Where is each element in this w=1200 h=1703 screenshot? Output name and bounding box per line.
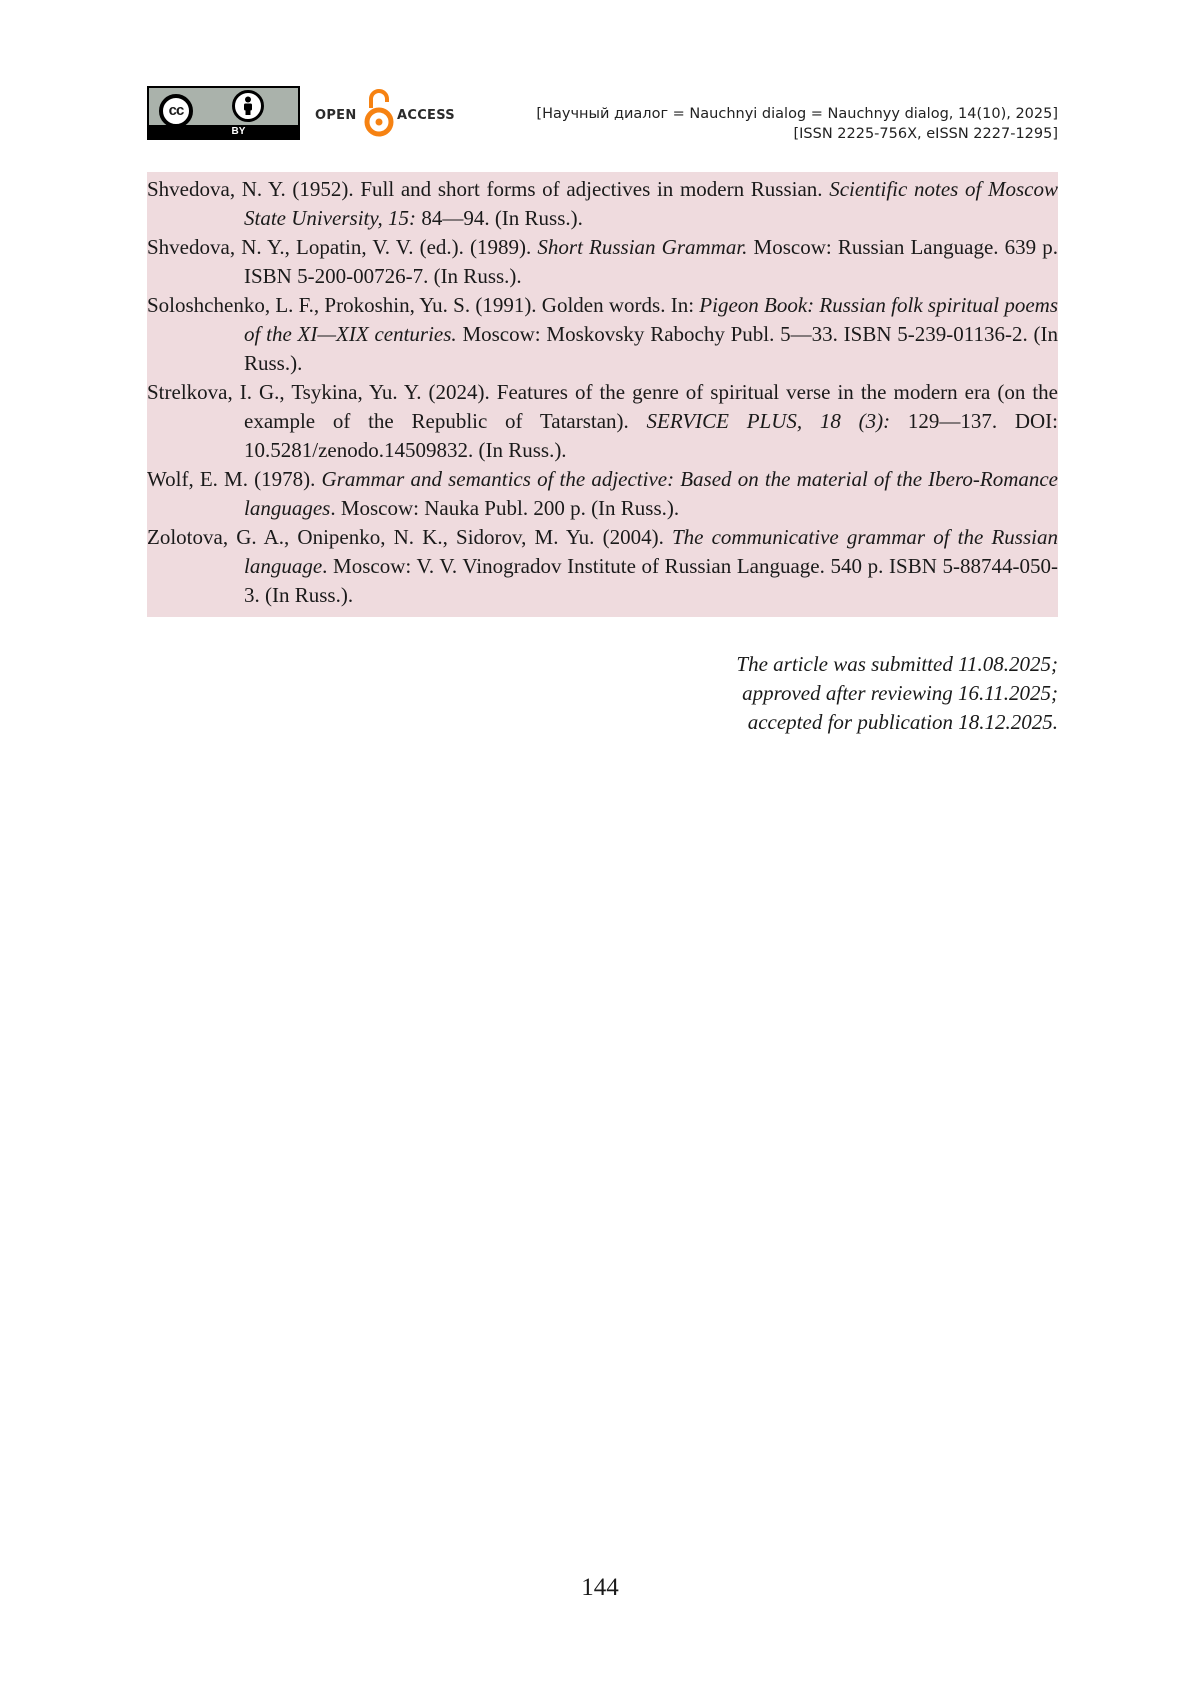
reference-item: Strelkova, I. G., Tsykina, Yu. Y. (2024). Features of the genre of spiritual verse in the modern era (on the example of the Republic of Tatarstan). SERVICE PLUS, 18 (3): 129—137. DOI: 10.5281/zenodo.14509832. (In Russ.). — [147, 380, 1058, 462]
open-lock-icon — [363, 86, 395, 140]
reference-item: Zolotova, G. A., Onipenko, N. K., Sidorov, M. Yu. (2004). The communicative grammar of the Russian language. Moscow: V. V. Vinogradov Institute of Russian Language. 540 p. ISBN 5-88744-050-3. (In Russ.). — [147, 525, 1058, 607]
references-list — [147, 172, 1058, 617]
reference-item: Soloshchenko, L. F., Prokoshin, Yu. S. (1991). Golden words. In: Pigeon Book: Russian folk spiritual poems of the XI—XIX centuries. Moscow: Moskovsky Rabochy Publ. 5—33. ISBN 5-239-01136-2. (In Russ.). — [147, 293, 1059, 375]
reference-item: Wolf, E. M. (1978). Grammar and semantics of the adjective: Based on the material of the Ibero-Romance languages. Moscow: Nauka Publ. 200 p. (In Russ.). — [147, 467, 1058, 520]
submission-dates — [736, 650, 1058, 737]
open-access-open-text: OPEN — [315, 108, 357, 123]
reference-item: Shvedova, N. Y. (1952). Full and short forms of adjectives in modern Russian. Scientific notes of Moscow State University, 15: 84—94. (In Russ.). — [147, 177, 1058, 230]
journal-title-line: [Научный диалог = Nauchnyi dialog = Nauchnyy dialog, 14(10), 2025] — [536, 106, 1058, 122]
open-access-logo[interactable] — [315, 86, 465, 140]
journal-issn-line: [ISSN 2225-756X, eISSN 2227-1295] — [793, 126, 1058, 142]
submitted-date: The article was submitted 11.08.2025; — [736, 652, 1058, 676]
approved-date: approved after reviewing 16.11.2025; — [742, 681, 1058, 705]
by-label: BY — [231, 126, 246, 137]
cc-icon: cc — [159, 94, 193, 128]
page-header — [147, 86, 1058, 142]
journal-reference — [536, 104, 1058, 144]
attribution-person-icon — [232, 90, 264, 122]
reference-item: Shvedova, N. Y., Lopatin, V. V. (ed.). (1989). Short Russian Grammar. Moscow: Russian Language. 639 p. ISBN 5-200-00726-7. (In Russ.). — [147, 235, 1059, 288]
open-access-access-text: ACCESS — [397, 108, 455, 123]
page-number: 144 — [581, 1574, 619, 1601]
cc-by-license-badge[interactable] — [147, 86, 300, 140]
accepted-date: accepted for publication 18.12.2025. — [747, 710, 1058, 734]
